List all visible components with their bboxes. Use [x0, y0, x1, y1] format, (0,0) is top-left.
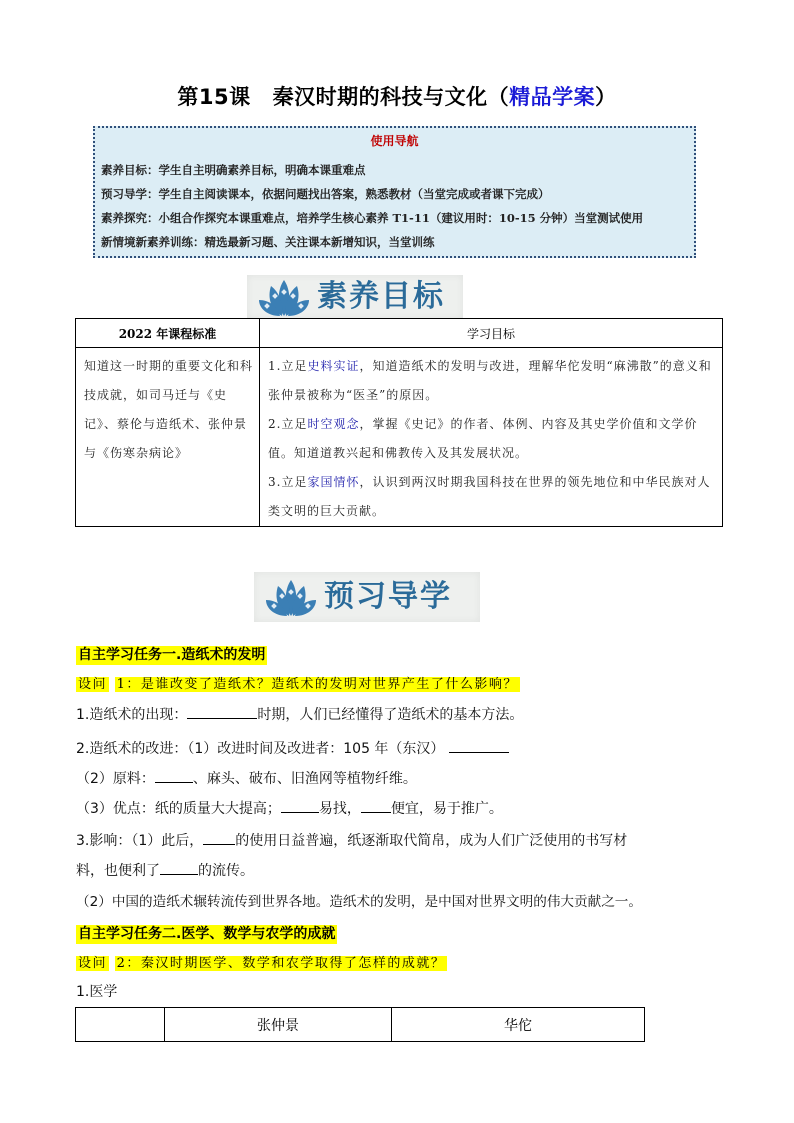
objective-keyword: 时空观念	[307, 417, 360, 431]
task2-subheading: 1.医学	[76, 984, 118, 1000]
task1-line-4	[76, 798, 503, 819]
column-header-objectives: 学习目标	[260, 319, 723, 348]
task1-line-3	[76, 768, 417, 789]
text: 、麻头、破布、旧渔网等植物纤维。	[192, 771, 417, 787]
task1-line-7: （2）中国的造纸术辗转流传到世界各地。造纸术的发明，是中国对世界文明的伟大贡献之一。	[76, 894, 642, 910]
nav-line-goals: 素养目标：学生自主明确素养目标，明确本课重难点	[101, 163, 366, 177]
text: 时期，人们已经懂得了造纸术的基本方法。	[257, 707, 524, 723]
text: 的使用日益普遍，纸逐渐取代简帛，成为人们广泛使用的书写材	[235, 833, 628, 849]
section-banner-goals	[247, 275, 463, 319]
nav-line-explore: 素养探究：小组合作探究本课重难点，培养学生核心素养 T1-11（建议用时：10-15 分钟）当堂测试使用	[101, 211, 644, 225]
objective-keyword: 家国情怀	[307, 475, 360, 489]
text: 3.影响：（1）此后，	[76, 833, 204, 849]
column-header-standard: 2022 年课程标准	[76, 319, 260, 348]
fill-blank[interactable]	[203, 830, 235, 845]
page-title	[0, 82, 794, 112]
text: 的流传。	[198, 863, 254, 879]
medicine-table	[75, 1007, 645, 1042]
column-header-zhang-zhongjing: 张仲景	[165, 1008, 392, 1042]
objective-text: ，掌握《史记》的作者、体例、内容及其史学价值和文学价值。知道道教兴起和佛教传入及其发展状况。	[268, 417, 698, 460]
objective-prefix: 3.立足	[268, 475, 308, 489]
standard-cell: 知道这一时期的重要文化和科技成就，如司马迁与《史记》、蔡伦与造纸术、张仲景与《伤寒杂病论》	[76, 348, 260, 527]
objective-keyword: 史料实证	[307, 359, 360, 373]
paren-open: （	[487, 85, 510, 109]
lesson-topic: 秦汉时期的科技与文化	[272, 85, 488, 109]
task1-line-6	[76, 860, 254, 881]
task1-line-1	[76, 704, 523, 725]
text: （2）原料：	[76, 771, 155, 787]
question-text: 2：秦汉时期医学、数学和农学取得了怎样的成就？	[116, 956, 446, 971]
lotus-icon	[255, 276, 313, 318]
fill-blank[interactable]	[155, 768, 193, 783]
banner-title-preview: 预习导学	[324, 579, 452, 614]
section-banner-preview	[254, 572, 480, 622]
question-text: 1：是谁改变了造纸术？造纸术的发明对世界产生了什么影响？	[116, 677, 518, 692]
usage-navigation-box	[93, 126, 696, 258]
nav-line-preview: 预习导学：学生自主阅读课本，依据问题找出答案，熟悉教材（当堂完成或者课下完成）	[101, 187, 550, 201]
task1-heading: 自主学习任务一.造纸术的发明	[78, 647, 266, 663]
curriculum-goals-table	[75, 318, 723, 527]
text: 料，也便利了	[76, 863, 160, 879]
objective-text: ，认识到两汉时期我国科技在世界的领先地位和中华民族对人类文明的巨大贡献。	[268, 475, 711, 518]
paren-close: ）	[595, 85, 617, 109]
objective-item	[268, 410, 716, 468]
title-tag: 精品学案	[509, 85, 596, 109]
text: （3）优点：纸的质量大大提高；	[76, 801, 281, 817]
nav-line-training: 新情境新素养训练：精选最新习题、关注课本新增知识，当堂训练	[101, 235, 435, 249]
column-header-hua-tuo: 华佗	[392, 1008, 645, 1042]
fill-blank[interactable]	[187, 704, 257, 719]
question-label: 设问	[78, 956, 108, 971]
task2-heading: 自主学习任务二.医学、数学与农学的成就	[78, 926, 336, 942]
task1-line-5	[76, 830, 627, 851]
objectives-cell	[260, 348, 723, 527]
task2-question	[76, 954, 447, 973]
fill-blank[interactable]	[361, 798, 391, 813]
nav-box-title: 使用导航	[370, 134, 419, 148]
lesson-number: 第15课	[177, 85, 251, 109]
task1-line-2	[76, 738, 509, 759]
column-header-blank	[76, 1008, 165, 1042]
objective-prefix: 1.立足	[268, 359, 308, 373]
fill-blank[interactable]	[281, 798, 319, 813]
text: 1.造纸术的出现：	[76, 707, 188, 723]
task1-question	[76, 675, 520, 694]
objective-text: ，知道造纸术的发明与改进，理解华佗发明“麻沸散”的意义和张仲景被称为“医圣”的原因。	[268, 359, 712, 402]
banner-title-goals: 素养目标	[317, 279, 445, 314]
text: 易找，	[318, 801, 361, 817]
objective-item	[268, 468, 716, 526]
objective-prefix: 2.立足	[268, 417, 308, 431]
fill-blank[interactable]	[160, 860, 198, 875]
objective-item	[268, 352, 716, 410]
text: 便宜，易于推广。	[390, 801, 503, 817]
text: 2.造纸术的改进：（1）改进时间及改进者：105 年（东汉）	[76, 741, 445, 757]
fill-blank[interactable]	[449, 738, 509, 753]
lotus-icon	[262, 576, 320, 618]
question-label: 设问	[78, 677, 108, 692]
